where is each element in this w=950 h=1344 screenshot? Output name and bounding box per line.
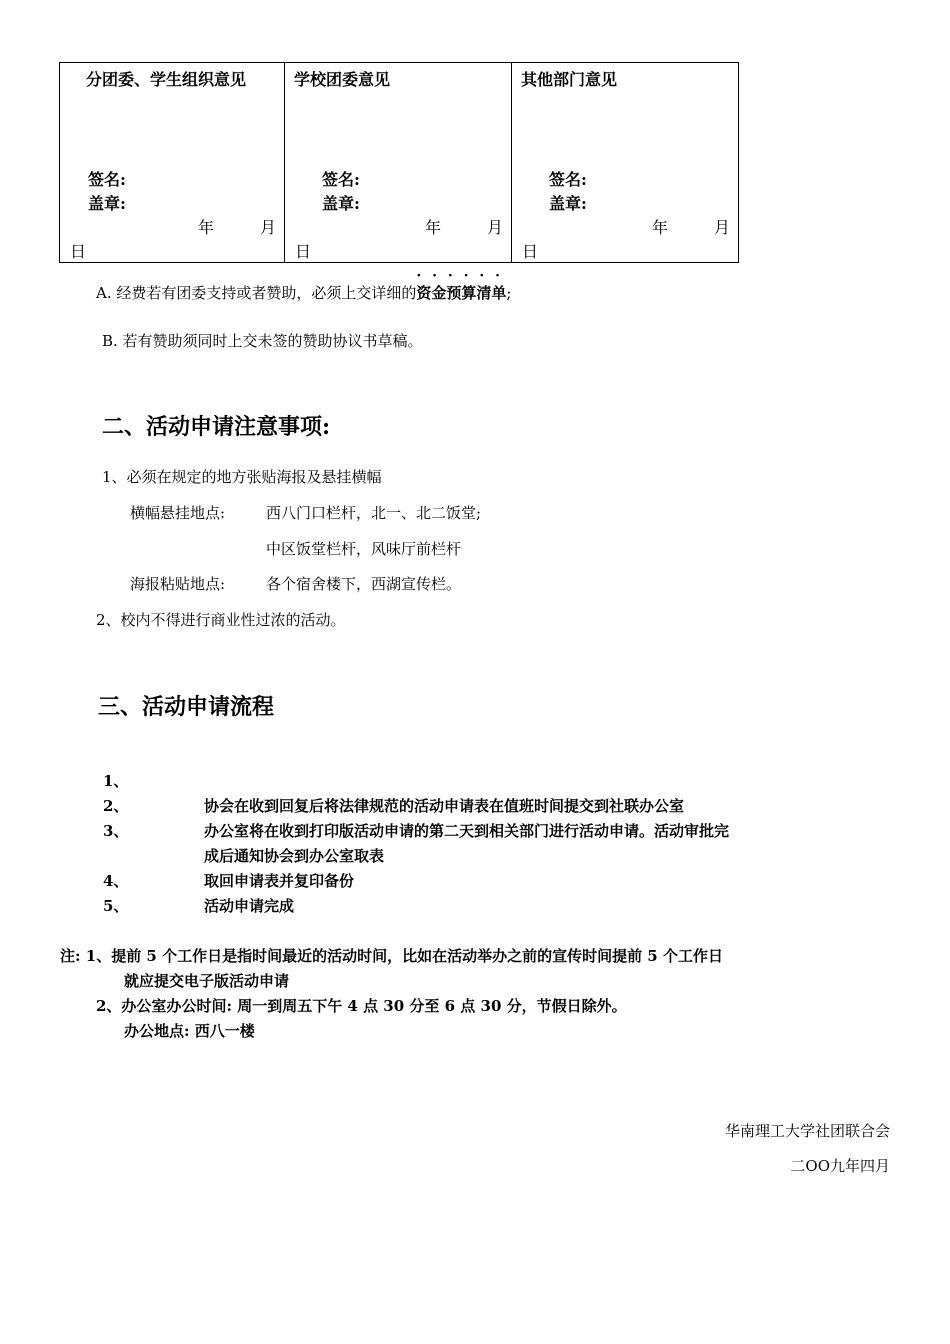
year-month-line [425, 215, 503, 238]
month-label: 月 [259, 218, 276, 237]
step-text: 办公室将在收到打印版活动申请的第二天到相关部门进行活动申请。活动审批完 [204, 822, 730, 840]
step-number: 2、 [103, 797, 129, 815]
day-label: 日 [70, 242, 87, 261]
seal-label: 盖章: [88, 194, 126, 213]
sign-label: 签名: [88, 170, 126, 189]
emphasis-dots: · · · · · · [416, 268, 503, 284]
budget-list-text: 资金预算清单 [416, 284, 507, 302]
organization-signature: 华南理工大学社团联合会 [724, 1122, 890, 1140]
note-a-text: A. 经费若有团委支持或者赞助，必须上交详细的 [96, 284, 417, 302]
sign-label: 签名: [322, 170, 360, 189]
opinion-table [59, 62, 739, 263]
year-label: 年 [651, 218, 668, 237]
section2-item2: 2、校内不得进行商业性过浓的活动。 [96, 611, 346, 629]
note-a-emphasis [416, 268, 507, 302]
section2-item1: 1、必须在规定的地方张贴海报及悬挂横幅 [102, 468, 382, 486]
sign-label: 签名: [549, 170, 587, 189]
note-a [96, 268, 512, 303]
step-number: 4、 [103, 872, 129, 890]
footnote-1-line2: 就应提交电子版活动申请 [124, 972, 290, 990]
poster-location: 各个宿舍楼下，西湖宣传栏。 [266, 575, 462, 593]
note-a-suffix: ; [506, 284, 512, 302]
school-opinion-header: 学校团委意见 [294, 70, 391, 89]
footnote-2-line2: 办公地点: 西八一楼 [124, 1022, 255, 1040]
step-text: 协会在收到回复后将法律规范的活动申请表在值班时间提交到社联办公室 [204, 797, 685, 815]
note-b: B. 若有赞助须同时上交未签的赞助协议书草稿。 [102, 332, 423, 350]
month-label: 月 [713, 218, 730, 237]
other-opinion-header: 其他部门意见 [521, 70, 618, 89]
year-label: 年 [197, 218, 214, 237]
seal-label: 盖章: [549, 194, 587, 213]
section2-title: 二、活动申请注意事项: [102, 414, 331, 440]
opinion-cell-other [512, 63, 739, 263]
step-number: 5、 [103, 897, 129, 915]
year-label: 年 [424, 218, 441, 237]
year-month-line [198, 215, 276, 238]
opinion-cell-branch [60, 63, 285, 263]
banner-location-2: 中区饭堂栏杆，风味厅前栏杆 [266, 540, 462, 558]
step-text-continued: 成后通知协会到办公室取表 [204, 847, 385, 865]
section3-title: 三、活动申请流程 [98, 694, 275, 720]
opinion-cell-school [285, 63, 512, 263]
signature-date: 二OO九年四月 [790, 1157, 890, 1175]
banner-label: 横幅悬挂地点: [130, 504, 226, 522]
branch-opinion-header: 分团委、学生组织意见 [86, 70, 247, 89]
banner-location-1: 西八门口栏杆，北一、北二饭堂; [266, 504, 482, 522]
step-text: 活动申请完成 [204, 897, 295, 915]
footnote-2-line1: 2、办公室办公时间: 周一到周五下午 4 点 30 分至 6 点 30 分，节假日除外。 [96, 997, 627, 1015]
day-label: 日 [522, 242, 539, 261]
day-label: 日 [295, 242, 312, 261]
step-number: 3、 [103, 822, 129, 840]
step-text: 取回申请表并复印备份 [204, 872, 355, 890]
footnote-1-line1: 注: 1、提前 5 个工作日是指时间最近的活动时间，比如在活动举办之前的宣传时间提前 5 个工作日 [60, 947, 723, 965]
month-label: 月 [486, 218, 503, 237]
year-month-line [652, 215, 730, 238]
poster-label: 海报粘贴地点: [130, 575, 226, 593]
seal-label: 盖章: [322, 194, 360, 213]
step-number: 1、 [103, 772, 129, 790]
